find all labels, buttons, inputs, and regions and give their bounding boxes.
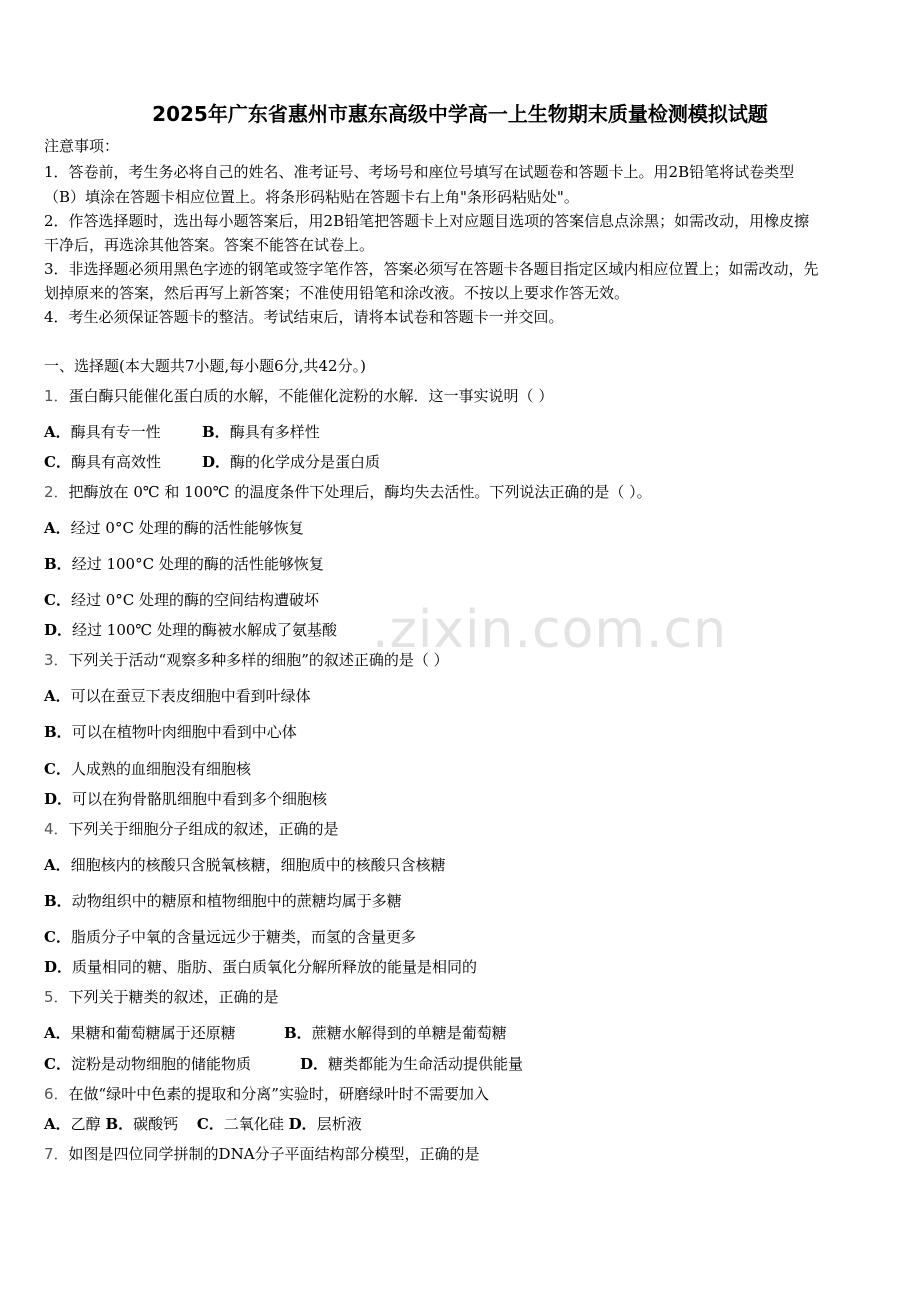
option-letter: C． xyxy=(44,591,71,609)
option-letter: D． xyxy=(202,453,231,471)
option-text: 质量相同的糖、脂肪、蛋白质氧化分解所释放的能量是相同的 xyxy=(72,958,478,976)
question-stem xyxy=(44,482,652,502)
option-text: 乙醇 xyxy=(70,1115,101,1133)
option-letter: D． xyxy=(44,790,73,808)
question-stem xyxy=(44,1144,480,1164)
option-letter: B． xyxy=(105,1115,134,1133)
notice-line: 划掉原来的答案，然后再写上新答案；不准使用铅笔和涂改液。不按以上要求作答无效。 xyxy=(44,284,630,302)
question-text: 下列关于活动“观察多种多样的细胞”的叙述正确的是（ ） xyxy=(68,651,449,669)
option-text: 蔗糖水解得到的单糖是葡萄糖 xyxy=(311,1024,507,1042)
option-row xyxy=(44,452,380,472)
question-stem xyxy=(44,386,553,406)
option-letter: A． xyxy=(44,687,71,705)
option-text: 酶的化学成分是蛋白质 xyxy=(230,453,381,471)
question-stem xyxy=(44,650,449,670)
notice-heading: 注意事项： xyxy=(44,137,120,155)
question-number: 7． xyxy=(44,1145,69,1163)
option-letter: B． xyxy=(44,555,72,573)
option-a[interactable] xyxy=(44,855,446,875)
option-text: 酶具有高效性 xyxy=(70,453,161,471)
notice-line: 4．考生必须保证答题卡的整洁。考试结束后，请将本试卷和答题卡一并交回。 xyxy=(44,308,564,326)
option-text: 脂质分子中氧的含量远远少于糖类，而氢的含量更多 xyxy=(70,928,416,946)
option-row xyxy=(44,1023,507,1043)
option-letter: C． xyxy=(44,1055,71,1073)
option-a[interactable] xyxy=(44,1023,284,1043)
question-number: 6． xyxy=(44,1085,69,1103)
notice-line: 3．非选择题必须用黑色字迹的钢笔或签字笔作答，答案必须写在答题卡各题目指定区域内相应位置上；如需改动，先 xyxy=(44,260,819,278)
option-letter: B． xyxy=(202,423,230,441)
option-text: 可以在狗骨骼肌细胞中看到多个细胞核 xyxy=(72,790,328,808)
option-c[interactable] xyxy=(44,759,251,779)
option-text: 果糖和葡萄糖属于还原糖 xyxy=(70,1024,236,1042)
notice-line: 1．答卷前，考生务必将自己的姓名、准考证号、考场号和座位号填写在试题卷和答题卡上。用2B铅笔将试卷类型 xyxy=(44,163,795,181)
option-c[interactable] xyxy=(44,590,319,610)
option-text: 经过 0°C 处理的酶的空间结构遭破坏 xyxy=(70,591,320,609)
question-text: 下列关于糖类的叙述，正确的是 xyxy=(68,988,279,1006)
option-letter: D． xyxy=(44,958,73,976)
option-text: 经过 0°C 处理的酶的活性能够恢复 xyxy=(70,519,304,537)
option-d[interactable] xyxy=(44,957,477,977)
option-letter: B． xyxy=(44,892,72,910)
option-letter: D． xyxy=(44,621,73,639)
option-text: 经过 100℃ 处理的酶被水解成了氨基酸 xyxy=(72,621,337,639)
option-letter: C． xyxy=(196,1115,224,1133)
option-text: 层析液 xyxy=(316,1115,362,1133)
question-number: 1． xyxy=(44,387,69,405)
question-text: 在做“绿叶中色素的提取和分离”实验时，研磨绿叶时不需要加入 xyxy=(68,1085,489,1103)
option-c[interactable] xyxy=(197,1114,284,1134)
option-text: 糖类都能为生命活动提供能量 xyxy=(328,1055,524,1073)
question-text: 如图是四位同学拼制的DNA分子平面结构部分模型，正确的是 xyxy=(68,1145,480,1163)
section-heading: 一、选择题(本大题共7小题,每小题6分,共42分。) xyxy=(44,357,366,375)
option-letter: A． xyxy=(44,423,71,441)
option-a[interactable] xyxy=(44,518,304,538)
option-b[interactable] xyxy=(202,422,320,442)
option-a[interactable] xyxy=(44,1114,101,1134)
option-text: 碳酸钙 xyxy=(133,1115,179,1133)
option-text: 经过 100°C 处理的酶的活性能够恢复 xyxy=(71,555,324,573)
watermark: .zixin.com.cn xyxy=(372,600,728,660)
option-text: 淀粉是动物细胞的储能物质 xyxy=(70,1055,251,1073)
option-text: 酶具有多样性 xyxy=(229,423,320,441)
option-letter: B． xyxy=(284,1024,312,1042)
question-number: 5． xyxy=(44,988,69,1006)
option-letter: C． xyxy=(44,928,71,946)
option-d[interactable] xyxy=(289,1114,362,1134)
option-text: 动物组织中的糖原和植物细胞中的蔗糖均属于多糖 xyxy=(71,892,402,910)
option-c[interactable] xyxy=(44,927,416,947)
option-text: 细胞核内的核酸只含脱氧核糖，细胞质中的核酸只含核糖 xyxy=(70,856,446,874)
option-text: 可以在植物叶肉细胞中看到中心体 xyxy=(71,723,297,741)
option-b[interactable] xyxy=(44,891,402,911)
option-row xyxy=(44,1114,362,1134)
notice-line: （B）填涂在答题卡相应位置上。将条形码粘贴在答题卡右上角"条形码粘贴处"。 xyxy=(44,188,579,206)
option-c[interactable] xyxy=(44,452,202,472)
option-a[interactable] xyxy=(44,686,311,706)
option-b[interactable] xyxy=(44,554,324,574)
option-d[interactable] xyxy=(202,452,380,472)
option-d[interactable] xyxy=(44,789,327,809)
option-row xyxy=(44,422,320,442)
page-title: 2025年广东省惠州市惠东高级中学高一上生物期末质量检测模拟试题 xyxy=(152,102,768,126)
option-d[interactable] xyxy=(44,620,337,640)
option-b[interactable] xyxy=(105,1114,178,1134)
option-text: 二氧化硅 xyxy=(223,1115,284,1133)
question-stem xyxy=(44,819,339,839)
question-number: 3． xyxy=(44,651,69,669)
question-stem xyxy=(44,1084,489,1104)
option-a[interactable] xyxy=(44,422,202,442)
option-letter: D． xyxy=(300,1055,329,1073)
question-text: 蛋白酶只能催化蛋白质的水解，不能催化淀粉的水解．这一事实说明（ ） xyxy=(68,387,554,405)
option-letter: D． xyxy=(288,1115,317,1133)
option-letter: C． xyxy=(44,760,71,778)
option-c[interactable] xyxy=(44,1054,300,1074)
option-text: 人成熟的血细胞没有细胞核 xyxy=(70,760,251,778)
option-letter: A． xyxy=(44,1115,71,1133)
option-letter: A． xyxy=(44,1024,71,1042)
option-text: 酶具有专一性 xyxy=(70,423,161,441)
option-text: 可以在蚕豆下表皮细胞中看到叶绿体 xyxy=(70,687,311,705)
question-stem xyxy=(44,987,279,1007)
option-letter: C． xyxy=(44,453,71,471)
notice-line: 2．作答选择题时，选出每小题答案后，用2B铅笔把答题卡上对应题目选项的答案信息点涂黑；如需改动，用橡皮擦 xyxy=(44,212,810,230)
option-letter: B． xyxy=(44,723,72,741)
option-letter: A． xyxy=(44,519,71,537)
option-d[interactable] xyxy=(300,1054,523,1074)
question-text: 下列关于细胞分子组成的叙述，正确的是 xyxy=(68,820,339,838)
question-number: 4． xyxy=(44,820,69,838)
option-b[interactable] xyxy=(44,722,297,742)
option-row xyxy=(44,1054,523,1074)
question-number: 2． xyxy=(44,483,69,501)
notice-line: 干净后，再选涂其他答案。答案不能答在试卷上。 xyxy=(44,236,375,254)
question-text: 把酶放在 0℃ 和 100℃ 的温度条件下处理后，酶均失去活性。下列说法正确的是（ ）。 xyxy=(68,483,652,501)
option-letter: A． xyxy=(44,856,71,874)
option-b[interactable] xyxy=(284,1023,507,1043)
